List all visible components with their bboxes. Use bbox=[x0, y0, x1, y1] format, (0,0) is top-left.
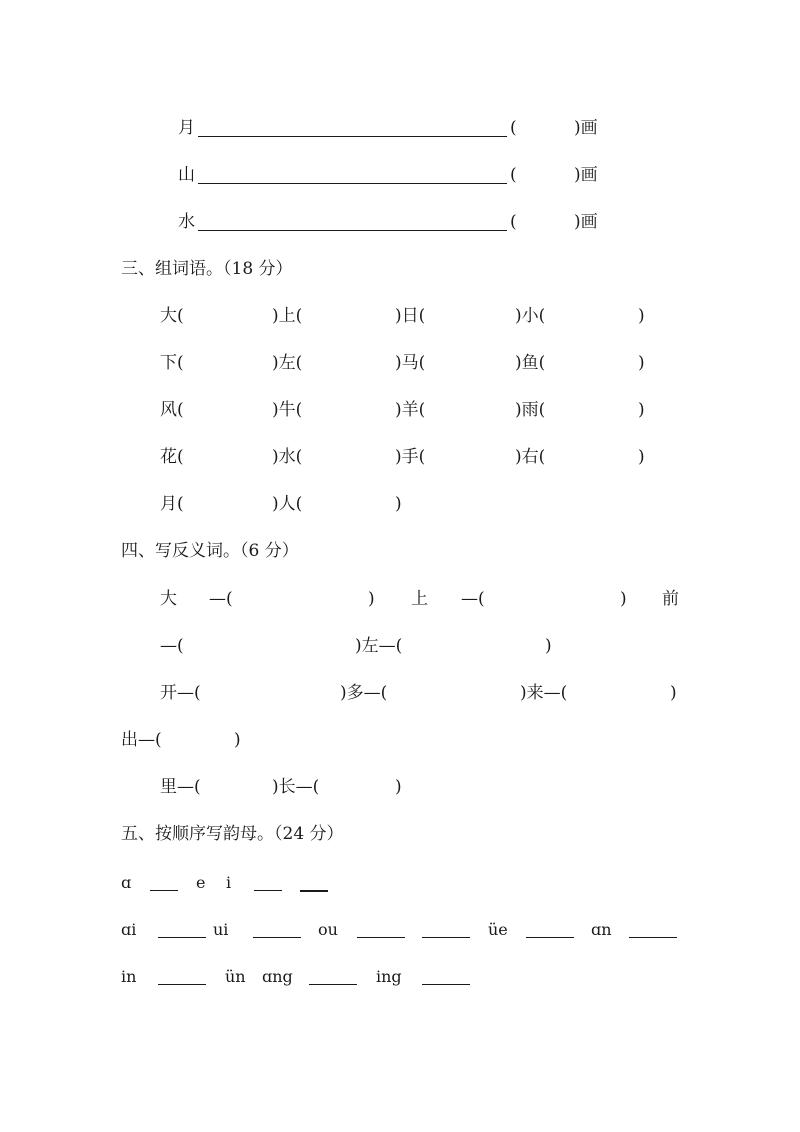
word-cell: )右( bbox=[515, 447, 546, 467]
word-cell: ) bbox=[638, 306, 645, 326]
final-blank[interactable] bbox=[300, 890, 328, 892]
antonym-cell: ) bbox=[368, 589, 375, 609]
antonym-cell: )长—( bbox=[272, 777, 320, 797]
answer-blank[interactable] bbox=[198, 136, 507, 137]
word-cell: )雨( bbox=[515, 400, 546, 420]
word-cell: ) bbox=[638, 447, 645, 467]
antonym-cell: —( bbox=[209, 589, 233, 609]
final-blank[interactable] bbox=[526, 937, 574, 938]
word-cell: )左( bbox=[272, 353, 303, 373]
paren-open: ( bbox=[510, 118, 517, 138]
final-blank[interactable] bbox=[357, 937, 405, 938]
section-4-heading: 四、写反义词。（6 分） bbox=[121, 541, 299, 561]
antonym-cell: 出—( bbox=[121, 730, 162, 750]
final-blank[interactable] bbox=[158, 937, 206, 938]
word-cell: )水( bbox=[272, 447, 303, 467]
antonym-cell: )左—( bbox=[355, 636, 403, 656]
final-item: ing bbox=[376, 967, 402, 986]
section-5-heading: 五、按顺序写韵母。（24 分） bbox=[121, 824, 344, 844]
final-item: ɑng bbox=[262, 967, 293, 986]
paren-open: ( bbox=[510, 165, 517, 185]
final-item: ui bbox=[213, 920, 229, 939]
final-blank[interactable] bbox=[309, 984, 357, 985]
final-item: ün bbox=[225, 967, 246, 986]
word-cell: )牛( bbox=[272, 400, 303, 420]
section-3-heading: 三、组词语。（18 分） bbox=[121, 259, 293, 279]
paren-open: ( bbox=[510, 212, 517, 232]
answer-blank[interactable] bbox=[198, 230, 507, 231]
word-cell: )人( bbox=[272, 494, 303, 514]
antonym-cell: 大 bbox=[160, 589, 177, 609]
word-cell: 下( bbox=[160, 353, 184, 373]
final-blank[interactable] bbox=[254, 890, 282, 891]
final-blank[interactable] bbox=[422, 937, 470, 938]
word-cell: 月( bbox=[160, 494, 184, 514]
stroke-char: 山 bbox=[178, 165, 195, 185]
word-cell: 花( bbox=[160, 447, 184, 467]
antonym-cell: —( bbox=[160, 636, 184, 656]
word-cell: ) bbox=[638, 353, 645, 373]
final-blank[interactable] bbox=[253, 937, 301, 938]
stroke-suffix: )画 bbox=[574, 165, 598, 185]
word-cell: )鱼( bbox=[515, 353, 546, 373]
final-blank[interactable] bbox=[629, 937, 677, 938]
antonym-cell: 前 bbox=[662, 589, 679, 609]
antonym-cell: ) bbox=[234, 730, 241, 750]
stroke-suffix: )画 bbox=[574, 212, 598, 232]
word-cell: )羊( bbox=[395, 400, 426, 420]
antonym-cell: —( bbox=[461, 589, 485, 609]
final-item: ou bbox=[318, 920, 338, 939]
final-blank[interactable] bbox=[150, 890, 178, 891]
word-cell: ) bbox=[395, 494, 402, 514]
final-item: ɑ bbox=[121, 873, 132, 892]
word-cell: )手( bbox=[395, 447, 426, 467]
final-item: i bbox=[226, 873, 232, 892]
final-blank[interactable] bbox=[158, 984, 206, 985]
stroke-char: 月 bbox=[178, 118, 195, 138]
antonym-cell: 里—( bbox=[160, 777, 201, 797]
antonym-cell: ) bbox=[670, 683, 677, 703]
word-cell: )马( bbox=[395, 353, 426, 373]
antonym-cell: )多—( bbox=[340, 683, 388, 703]
antonym-cell: 上 bbox=[411, 589, 428, 609]
final-item: ɑn bbox=[591, 920, 612, 939]
antonym-cell: ) bbox=[545, 636, 552, 656]
final-item: üe bbox=[488, 920, 508, 939]
word-cell: )日( bbox=[395, 306, 426, 326]
final-item: ɑi bbox=[121, 920, 137, 939]
final-blank[interactable] bbox=[422, 984, 470, 985]
final-item: e bbox=[196, 873, 206, 892]
word-cell: 大( bbox=[160, 306, 184, 326]
antonym-cell: ) bbox=[395, 777, 402, 797]
stroke-suffix: )画 bbox=[574, 118, 598, 138]
word-cell: )上( bbox=[272, 306, 303, 326]
antonym-cell: 开—( bbox=[160, 683, 201, 703]
word-cell: 风( bbox=[160, 400, 184, 420]
antonym-cell: )来—( bbox=[520, 683, 568, 703]
answer-blank[interactable] bbox=[198, 183, 507, 184]
stroke-char: 水 bbox=[178, 212, 195, 232]
word-cell: )小( bbox=[515, 306, 546, 326]
word-cell: ) bbox=[638, 400, 645, 420]
antonym-cell: ) bbox=[620, 589, 627, 609]
final-item: in bbox=[121, 967, 137, 986]
